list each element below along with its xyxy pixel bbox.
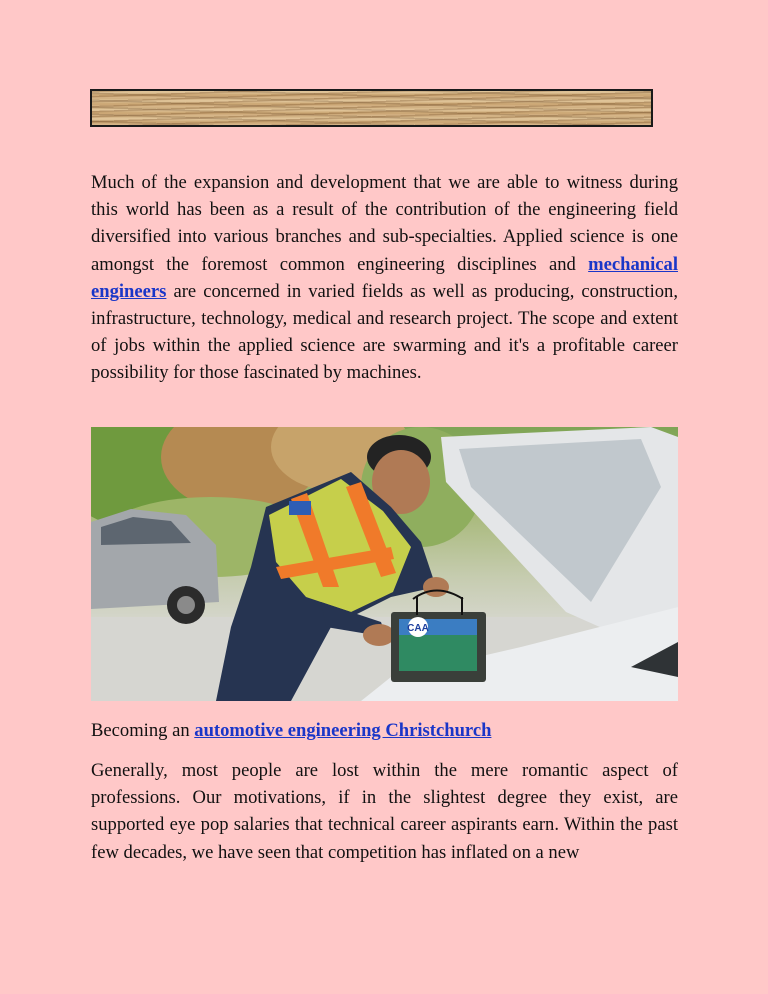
intro-text-start: Much of the expansion and development that we are able to witness during this world has been as a result of the contribution of the engineering field diversified into various branches and sub-specialties. Applied science is one amongst the foremost common engineering disciplines and	[91, 172, 678, 275]
section-heading	[91, 717, 491, 744]
body-paragraph: Generally, most people are lost within the mere romantic aspect of professions. Our motivations, if in the slightest degree they exist, are supported eye pop salaries that technical career aspirants earn. Within the past few decades, we have seen that competition has inflated on a new	[91, 760, 678, 863]
automotive-engineering-link[interactable]: automotive engineering Christchurch	[194, 720, 492, 741]
battery-logo: CAA	[407, 623, 429, 634]
photo-illustration	[91, 427, 678, 701]
mechanic-battery-photo	[91, 427, 678, 701]
wood-texture-banner	[90, 89, 653, 127]
intro-paragraph	[91, 169, 678, 387]
intro-text-end: are concerned in varied fields as well as producing, construction, infrastructure, technology, medical and research project. The scope and extent of jobs within the applied science are swarming and it's a profitable career possibility for those fascinated by machines.	[91, 280, 678, 384]
heading-text: Becoming an	[91, 720, 195, 741]
mechanical-engineers-link[interactable]: mechanical engineers	[91, 253, 678, 302]
